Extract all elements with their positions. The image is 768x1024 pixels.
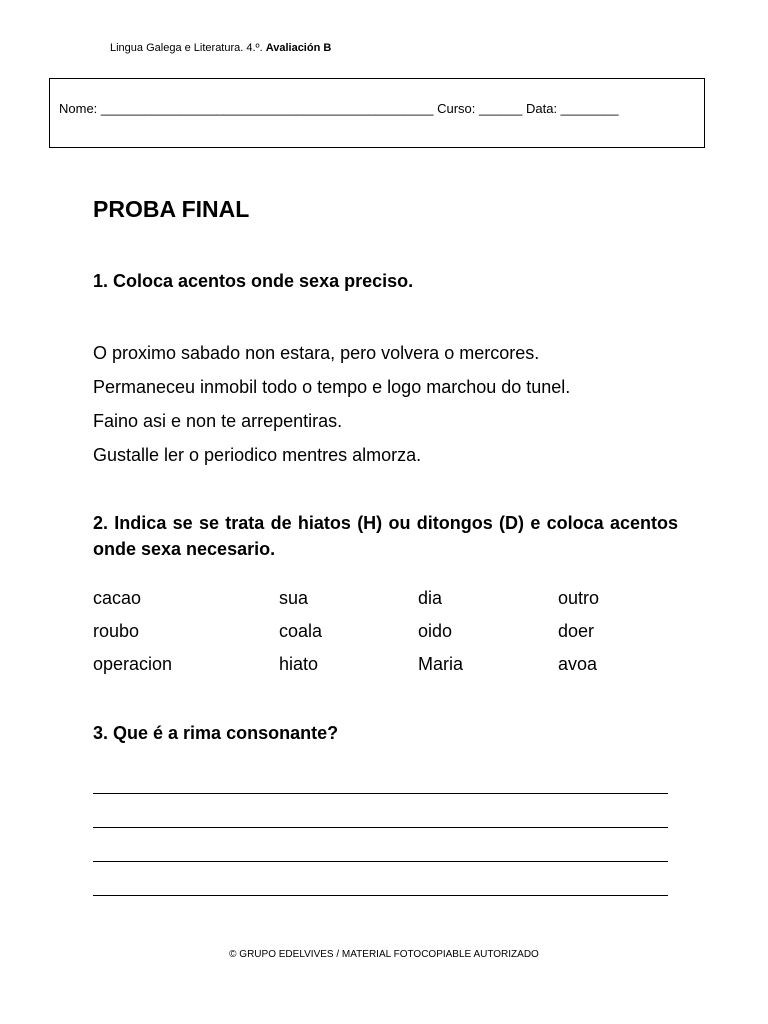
question-2-word-table: [93, 584, 599, 683]
question-2-heading: 2. Indica se se trata de hiatos (H) ou ditongos (D) e coloca acentos onde sexa necesario.: [93, 513, 678, 559]
question-1-heading: 1. Coloca acentos onde sexa preciso.: [93, 271, 414, 291]
question-3-answer-area[interactable]: [93, 760, 668, 896]
word-cell: sua: [279, 588, 309, 608]
page-title: PROBA FINAL: [93, 196, 250, 222]
word-cell: roubo: [93, 621, 140, 641]
answer-line[interactable]: [93, 862, 668, 896]
word-cell: dia: [418, 588, 443, 608]
word-cell: operacion: [93, 654, 173, 674]
word-row: [93, 650, 599, 683]
page-header: [110, 42, 331, 54]
header-subject: Lingua Galega e Literatura. 4.º.: [110, 42, 263, 54]
sentence: Permaneceu inmobil todo o tempo e logo marchou do tunel.: [93, 377, 571, 397]
word-cell: coala: [279, 621, 323, 641]
sentence: Faino asi e non te arrepentiras.: [93, 411, 343, 431]
student-fields-line[interactable]: Nome: ______________________________________________ Curso: ______ Data: ________: [59, 101, 619, 116]
word-row: [93, 584, 599, 617]
answer-line[interactable]: [93, 760, 668, 794]
sentence: Gustalle ler o periodico mentres almorza.: [93, 445, 422, 465]
word-cell: cacao: [93, 588, 142, 608]
answer-line[interactable]: [93, 794, 668, 828]
word-cell: doer: [558, 621, 595, 641]
header-assessment: Avaliación B: [265, 42, 332, 54]
word-cell: oido: [418, 621, 453, 641]
word-cell: hiato: [279, 654, 319, 674]
word-cell: avoa: [558, 654, 598, 674]
word-row: [93, 617, 599, 650]
student-info-box: [49, 78, 705, 148]
answer-line[interactable]: [93, 828, 668, 862]
word-cell: Maria: [418, 654, 464, 674]
question-3-heading: 3. Que é a rima consonante?: [93, 723, 339, 743]
sentence: O proximo sabado non estara, pero volvera o mercores.: [93, 343, 540, 363]
question-1-sentences: [93, 339, 570, 475]
page-footer: © GRUPO EDELVIVES / MATERIAL FOTOCOPIABLE AUTORIZADO: [229, 949, 539, 960]
word-cell: outro: [558, 588, 600, 608]
